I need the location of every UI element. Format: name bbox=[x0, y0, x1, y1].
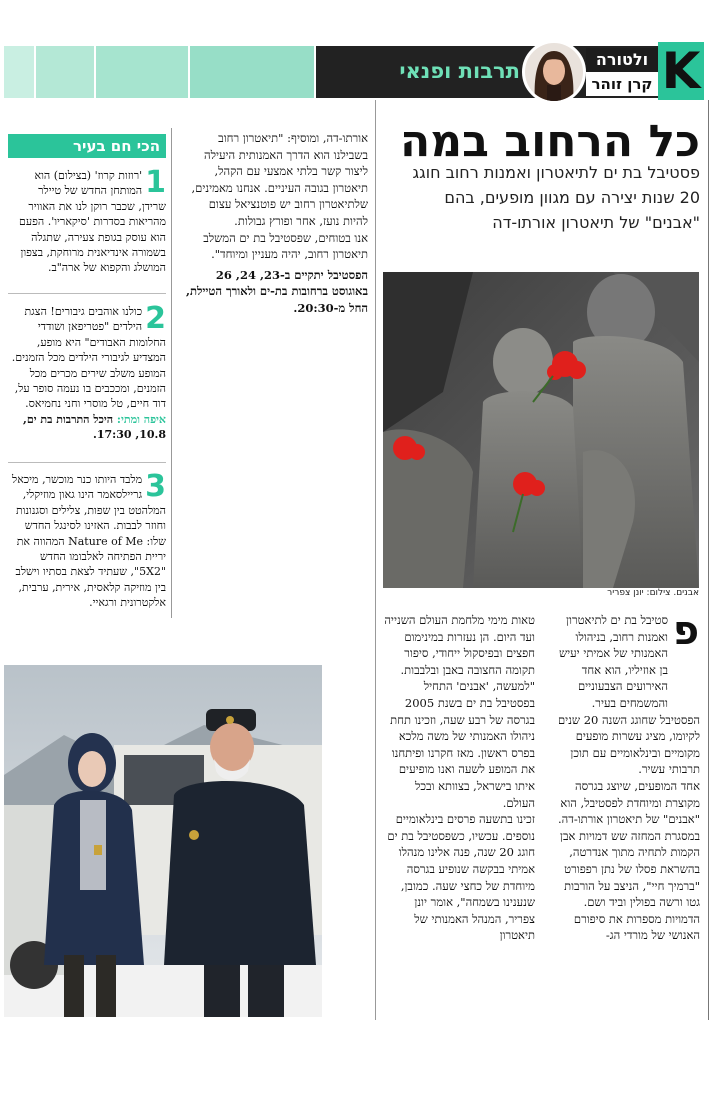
header-tile bbox=[4, 46, 34, 98]
column-name: ולטורה bbox=[586, 48, 658, 72]
item-number: 1 bbox=[145, 165, 166, 200]
item-text: מלבד היותו כנר מוכשר, מיכאל גריילסאמר הינו גאון מוזיקלי, המלהטט בין שפות, צלילים וסגנונות וחוזר לבבות. האזינו לסינגל החדש שלו: Nature of Me המהווה את יריית הפתיחה לאלבומו החדש "5X2", שעתיד לצאת בסתיו וישלב בין מוזיקה קלאסית, אירית, ערבית, אלקטרונית ורגאיי. bbox=[12, 473, 166, 610]
paragraph: אורתו-דה, ומוסיף: "תיאטרון רחוב בשבילנו הוא הדרך האמנותית היעילה ליצור קשר בלתי אמצעי עם הקהל, תיאטרון בגובה העיניים. אנחנו מאמינים, שלתיאטרון רחוב יש פוטנציאל עצום להיות נועז, אחר ופורץ גבולות. bbox=[191, 131, 368, 228]
paragraph: סטיבל בת ים לתיאטרון ואמנות רחוב, בניהולו האמנותי של אמיתי יעיש בן אוזיליו, הוא אחד האירועים הצבעוניים והמשמחים בעיר. bbox=[559, 613, 668, 710]
item-text: 'רוזות קרוז' (בצילום) הוא המותחן החדש של טיילר שרידן, שכבר רוקן לנו את האוויר מהריאות בסדרות 'סיקאריו'. הפעם הוא עוסק בגופת צעירה, שתגלה בשמורה אינדיאנית מרוחקת, בצפון המושלג והקפוא של ארה"ב. bbox=[19, 169, 166, 275]
sidebar-item bbox=[8, 301, 166, 454]
paragraph: אחד המופעים, שיוצג בגרסה מקוצרת ומיוחדת לפסטיבל, הוא "אבנים" של תיאטרון אורתו-דה. bbox=[558, 778, 700, 827]
sidebar-item bbox=[8, 165, 166, 278]
item-number: 3 bbox=[145, 469, 166, 504]
section-title: תרבות ופנאי bbox=[399, 59, 520, 83]
article-column-middle bbox=[383, 612, 535, 1012]
column-rule bbox=[171, 128, 172, 618]
header-tile bbox=[36, 46, 94, 98]
paragraph: "למעשה, 'אבנים' התחיל בפסטיבל בת ים בשנת 2005 בגרסה של רבע שעה, וזכינו תחת ניהולו האמנותי של משה מלכא בפרס ראשון. מאז חקרנו ופיתחנו את המופע לשעה ואנו מופיעים איתו בישראל, בצוותא ובכל העולם. bbox=[390, 679, 535, 810]
paragraph: במסגרת המחזה שש דמויות אבן הקמות לתחיה מתוך אנדרטה, בהשראת פסלו של נתן רפפורט "ברמיך חיי", הניצב על הורבות גטו ורשה בפולין וביד ושם. הדמויות מספרות את סיפורם האנושי של מורדי הג- bbox=[560, 828, 700, 943]
author-portrait bbox=[522, 40, 586, 104]
film-photo bbox=[4, 665, 322, 1017]
article-title: כל הרחוב במה bbox=[400, 116, 700, 167]
logo-letter: K bbox=[658, 42, 704, 100]
photo-credit: אבנים. צילום: יונן צפריר bbox=[607, 588, 699, 598]
item-text: כולנו אוהבים גיבורים! הצגת הילדים "פטריפאן ושודדי החלומות האבודים" היא מופע, המצדיע לגיבורי הילדים מכל הזמנים. המופע משלב שירים מכרים מכל הזמנים, ומככבים בו נעמה סופר על, דוד חיים, טל מוסרי וחני נחמיאס. bbox=[11, 305, 166, 411]
header-tile bbox=[96, 46, 188, 98]
column-rule bbox=[375, 100, 376, 1020]
venue-text: היכל התרבות בת ים, 10.8, 17:30. bbox=[23, 412, 166, 442]
main-photo bbox=[383, 272, 699, 588]
paragraph: הפסטיבל שחוגג השנה 20 שנים לקיומו, מציג עשרות מופעים מקומיים ובינלאומיים עם תוכן תרבותי עשיר. bbox=[558, 712, 700, 777]
header-tile bbox=[190, 46, 314, 98]
paragraph: אנו בטוחים, שפסטיבל בת ים המשלב תיאטרון רחוב, יהיה מעניין ומיוחד". bbox=[203, 230, 368, 262]
item-number: 2 bbox=[145, 301, 166, 336]
paragraph: זכינו בתשעה פרסים בינלאומיים נוספים. עכשיו, כשפסטיבל בת ים חוגג 20 שנה, פנה אלינו מנהלו אמיתי בבקשה שנופיע בגרסה מיוחדת של כחצי שעה. כמובן, שנענינו בשמחה", אומר יונן צפריר, המנהל האמנותי של תיאטרון bbox=[387, 812, 535, 943]
sidebar-divider bbox=[8, 462, 166, 463]
sidebar-item bbox=[8, 469, 166, 622]
event-details: הפסטיבל יתקיים ב-23, 24, 26 באוגוסט ברחובות בת-ים ולאורך הטיילת, החל מ-20:30. bbox=[185, 267, 368, 315]
item-venue bbox=[8, 412, 166, 443]
paragraph: טאות מימי מלחמת העולם השנייה ועד היום. הן נעזרות במינימום חפצים ובפיסקול ייחודי, סיפור תקומה החצובה באבן ובלבבות. bbox=[384, 613, 535, 677]
author-name: קרן זוהר bbox=[591, 75, 653, 93]
sidebar-divider bbox=[8, 293, 166, 294]
sidebar-title: הכי חם בעיר bbox=[8, 134, 166, 158]
column-badge bbox=[586, 48, 658, 96]
page-header bbox=[0, 40, 712, 98]
article-subtitle: פסטיבל בת ים לתיאטרון ואמנות רחוב חוגג 20 שנות יצירה עם מגוון מופעים, בהם "אבנים" של תיאטרון אורתו-דה bbox=[412, 163, 700, 232]
article-column-top bbox=[182, 130, 368, 410]
article-column-right bbox=[550, 608, 700, 1012]
drop-cap: פ bbox=[672, 608, 700, 654]
column-rule bbox=[708, 100, 709, 1020]
venue-label: איפה ומתי: bbox=[116, 412, 166, 426]
